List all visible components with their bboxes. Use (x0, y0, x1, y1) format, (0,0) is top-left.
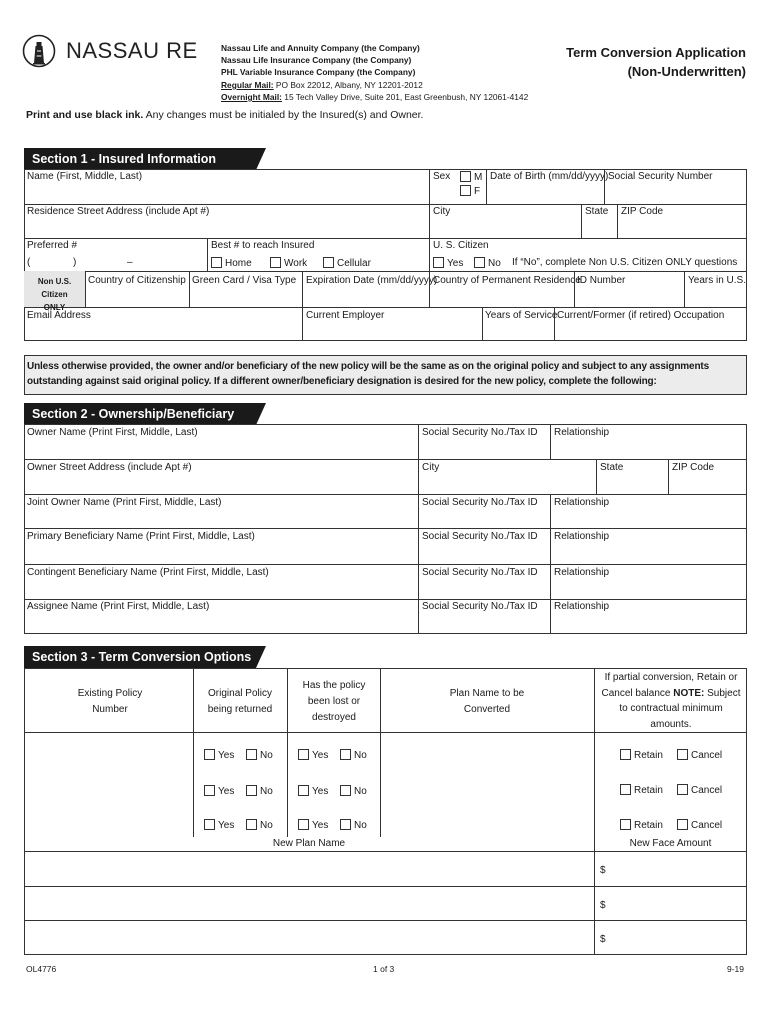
yes-label: Yes (218, 820, 235, 831)
yes-label: Yes (218, 750, 235, 761)
new-plan-row-1[interactable] (25, 852, 593, 886)
form-title-line-1: Term Conversion Application (566, 45, 746, 60)
zip-field[interactable]: ZIP Code (621, 206, 664, 217)
id-number-field[interactable]: ID Number (577, 275, 626, 286)
non-us-citizen-line-2: ONLY (43, 303, 66, 312)
joint-owner-field[interactable]: Joint Owner Name (Print First, Middle, Last) (27, 497, 222, 508)
logo (22, 34, 202, 68)
retain-label: Retain (634, 785, 663, 796)
logo-text: NASSAU RE (66, 38, 198, 63)
retain-label: Retain (634, 820, 663, 831)
work-checkbox[interactable] (270, 257, 307, 270)
section-2-tab: Section 2 - Ownership/Beneficiary (24, 403, 256, 425)
row1-original-no-checkbox[interactable] (246, 749, 273, 762)
row2-original-yes-checkbox[interactable] (204, 785, 234, 798)
company-line-2: Nassau Life Insurance Company (the Company) (221, 55, 412, 65)
row2-lost-no-checkbox[interactable] (340, 785, 367, 798)
sex-label: Sex (433, 171, 451, 182)
regular-mail-value: PO Box 22012, Albany, NY 12201-2012 (275, 80, 423, 90)
yes-label: Yes (312, 786, 329, 797)
row3-retain-checkbox[interactable] (620, 819, 663, 832)
green-card-field[interactable]: Green Card / Visa Type (192, 275, 297, 286)
sex-male-checkbox[interactable] (460, 171, 482, 184)
owner-state-field[interactable]: State (600, 462, 624, 473)
col-partial-text: If partial conversion, Retain or Cancel balance (601, 672, 738, 699)
owner-relationship-field[interactable]: Relationship (554, 427, 610, 438)
col-partial-note-label: NOTE: (673, 687, 705, 699)
primary-beneficiary-relationship-field[interactable]: Relationship (554, 531, 610, 542)
work-label: Work (284, 258, 308, 269)
row3-cancel-checkbox[interactable] (677, 819, 722, 832)
face-amount-2[interactable]: $ (600, 900, 606, 911)
col-lost-destroyed: Has the policy been lost or destroyed (302, 680, 366, 723)
cancel-label: Cancel (691, 785, 723, 796)
row1-retain-checkbox[interactable] (620, 749, 663, 762)
expiration-date-field[interactable]: Expiration Date (mm/dd/yyyy) (306, 275, 438, 286)
new-plan-row-2[interactable] (25, 887, 593, 920)
form-title-line-2: (Non-Underwritten) (627, 64, 746, 79)
preferred-phone-label: Preferred # (27, 240, 78, 251)
instruction-bold: Print and use black ink. (26, 109, 144, 121)
new-face-amount-header: New Face Amount (629, 838, 712, 849)
us-citizen-yes-checkbox[interactable] (433, 257, 463, 270)
form-number: OL4776 (26, 964, 57, 974)
overnight-mail-value: 15 Tech Valley Drive, Suite 201, East Greenbush, NY 12061-4142 (284, 92, 529, 102)
row1-cancel-checkbox[interactable] (677, 749, 722, 762)
no-label: No (354, 750, 367, 761)
no-label: No (260, 786, 273, 797)
assignee-relationship-field[interactable]: Relationship (554, 601, 610, 612)
non-us-citizen-line-1: Non U.S. Citizen (37, 277, 72, 299)
row3-lost-yes-checkbox[interactable] (298, 819, 328, 832)
row3-lost-no-checkbox[interactable] (340, 819, 367, 832)
owner-zip-field[interactable]: ZIP Code (672, 462, 715, 473)
sex-female-label: F (474, 186, 481, 197)
paren-open: ( (27, 257, 31, 268)
regular-mail-label: Regular Mail: (221, 80, 274, 90)
retain-label: Retain (634, 750, 663, 761)
section-3-tab: Section 3 - Term Conversion Options (24, 646, 256, 668)
phone-dash: – (127, 257, 133, 268)
yes-label: Yes (218, 786, 235, 797)
yes-label: Yes (312, 820, 329, 831)
yes-label: Yes (312, 750, 329, 761)
face-amount-3[interactable]: $ (600, 934, 606, 945)
form-title (566, 43, 746, 81)
no-label: No (354, 786, 367, 797)
new-plan-row-3[interactable] (25, 921, 593, 954)
row2-original-no-checkbox[interactable] (246, 785, 273, 798)
email-field[interactable]: Email Address (27, 310, 91, 321)
instruction (26, 109, 423, 121)
row2-lost-yes-checkbox[interactable] (298, 785, 328, 798)
company-line-1: Nassau Life and Annuity Company (the Company) (221, 43, 420, 53)
home-checkbox[interactable] (211, 257, 252, 270)
assignee-ssn-field[interactable]: Social Security No./Tax ID (422, 601, 538, 612)
ssn-field[interactable]: Social Security Number (608, 171, 713, 182)
col-original-policy: Original Policy being returned (207, 688, 273, 715)
no-label: No (354, 820, 367, 831)
sex-female-checkbox[interactable] (460, 185, 480, 198)
non-us-citizen-label (24, 271, 85, 312)
preferred-phone-field[interactable] (27, 257, 207, 269)
no-label: No (260, 820, 273, 831)
col-partial-note: Subject to contractual minimum amounts. (619, 687, 741, 730)
lighthouse-icon (22, 34, 56, 68)
cellular-checkbox[interactable] (323, 257, 371, 270)
cellular-label: Cellular (337, 258, 371, 269)
cancel-label: Cancel (691, 750, 723, 761)
owner-address-field[interactable]: Owner Street Address (include Apt #) (27, 462, 192, 473)
residence-address-field[interactable]: Residence Street Address (include Apt #) (27, 206, 210, 217)
insured-name-field[interactable]: Name (First, Middle, Last) (27, 171, 143, 182)
city-field[interactable]: City (433, 206, 451, 217)
col-existing-policy: Existing Policy Number (77, 688, 143, 715)
row1-lost-no-checkbox[interactable] (340, 749, 367, 762)
overnight-mail-label: Overnight Mail: (221, 92, 282, 102)
company-line-3: PHL Variable Insurance Company (the Company) (221, 67, 416, 77)
notice-text: Unless otherwise provided, the owner and/or beneficiary of the new policy will be the same as on the original policy and subject to any assignments outstanding against said original policy. If a different owner/beneficiary designation is desired for the new policy, complete the following: (27, 361, 709, 387)
sex-male-label: M (474, 172, 483, 183)
if-no-note: If “No”, complete Non U.S. Citizen ONLY questions (512, 257, 738, 268)
new-plan-name-header: New Plan Name (272, 838, 346, 849)
primary-beneficiary-field[interactable]: Primary Beneficiary Name (Print First, Middle, Last) (27, 531, 255, 542)
row2-cancel-checkbox[interactable] (677, 784, 722, 797)
row3-original-no-checkbox[interactable] (246, 819, 273, 832)
best-number-label: Best # to reach Insured (211, 240, 315, 251)
row1-original-yes-checkbox[interactable] (204, 749, 234, 762)
joint-owner-ssn-field[interactable]: Social Security No./Tax ID (422, 497, 538, 508)
occupation-field[interactable]: Current/Former (if retired) Occupation (557, 310, 725, 321)
overnight-mail (221, 92, 528, 104)
instruction-rest: Any changes must be initialed by the Insured(s) and Owner. (145, 109, 424, 121)
face-amount-1[interactable]: $ (600, 865, 606, 876)
primary-beneficiary-ssn-field[interactable]: Social Security No./Tax ID (422, 531, 538, 542)
state-field[interactable]: State (585, 206, 609, 217)
contingent-beneficiary-relationship-field[interactable]: Relationship (554, 567, 610, 578)
row3-original-yes-checkbox[interactable] (204, 819, 234, 832)
us-citizen-no-checkbox[interactable] (474, 257, 501, 270)
owner-name-field[interactable]: Owner Name (Print First, Middle, Last) (27, 427, 198, 438)
cancel-label: Cancel (691, 820, 723, 831)
owner-ssn-field[interactable]: Social Security No./Tax ID (422, 427, 538, 438)
us-citizen-label: U. S. Citizen (433, 240, 489, 251)
current-employer-field[interactable]: Current Employer (306, 310, 385, 321)
no-label: No (260, 750, 273, 761)
years-of-service-field[interactable]: Years of Service (485, 310, 558, 321)
page-number: 1 of 3 (373, 964, 395, 974)
us-citizen-no-label: No (488, 258, 501, 269)
row2-retain-checkbox[interactable] (620, 784, 663, 797)
section-1-tab: Section 1 - Insured Information (24, 148, 256, 170)
years-in-us-field[interactable]: Years in U.S. (688, 275, 746, 286)
assignee-field[interactable]: Assignee Name (Print First, Middle, Last) (27, 601, 210, 612)
paren-close: ) (73, 257, 77, 268)
col-partial-conversion (598, 670, 744, 732)
us-citizen-yes-label: Yes (447, 258, 464, 269)
col-plan-name: Plan Name to be Converted (449, 688, 525, 715)
country-citizenship-field[interactable]: Country of Citizenship (88, 275, 186, 286)
form-date: 9-19 (726, 964, 744, 974)
home-label: Home (225, 258, 252, 269)
country-residence-field[interactable]: Country of Permanent Residence (433, 275, 581, 286)
joint-owner-relationship-field[interactable]: Relationship (554, 497, 610, 508)
contingent-beneficiary-field[interactable]: Contingent Beneficiary Name (Print First, Middle, Last) (27, 567, 269, 578)
row1-lost-yes-checkbox[interactable] (298, 749, 328, 762)
regular-mail (221, 80, 423, 92)
owner-city-field[interactable]: City (422, 462, 440, 473)
dob-field[interactable]: Date of Birth (mm/dd/yyyy) (490, 171, 609, 182)
contingent-beneficiary-ssn-field[interactable]: Social Security No./Tax ID (422, 567, 538, 578)
